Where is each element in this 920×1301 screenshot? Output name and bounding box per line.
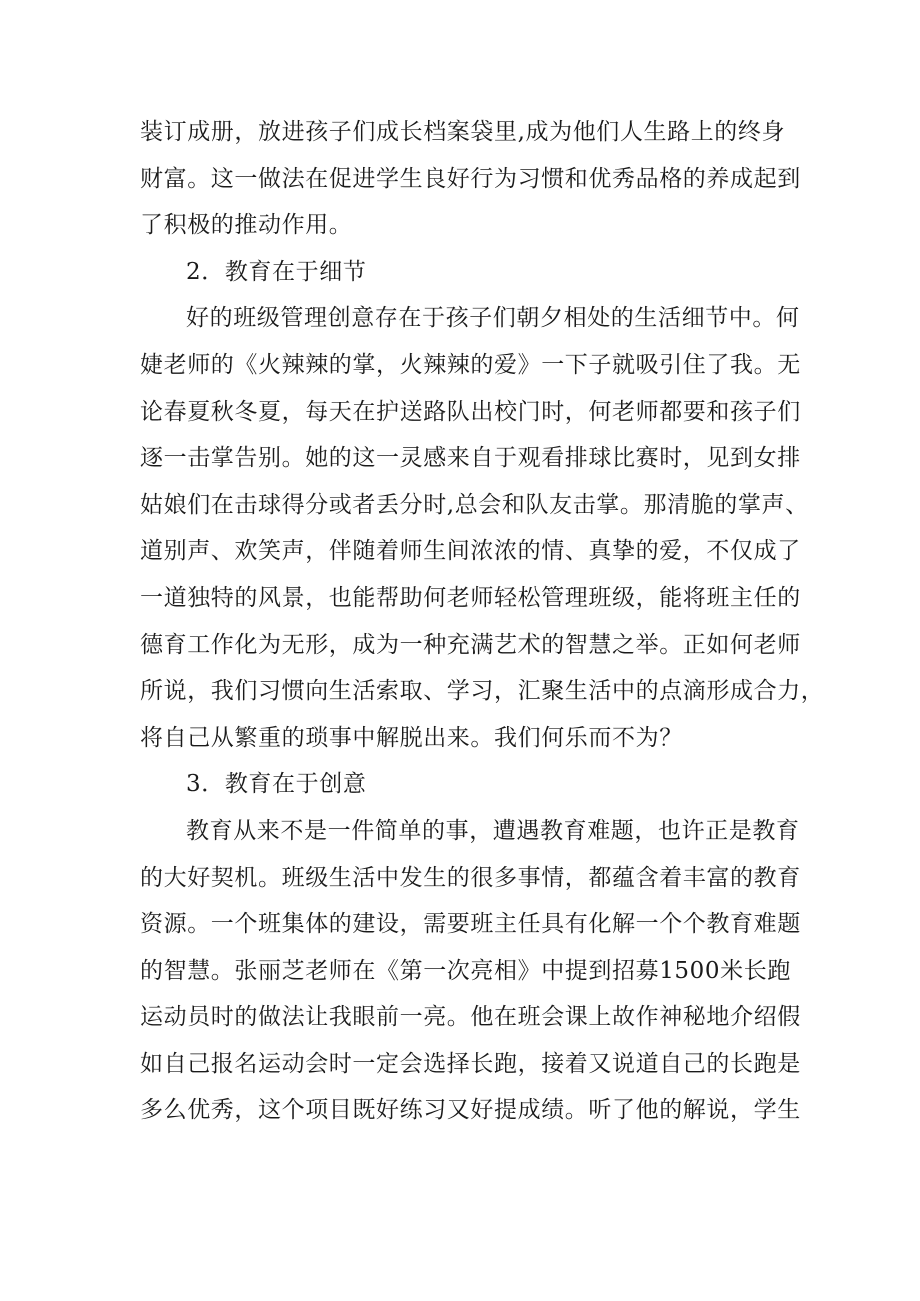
text-line: 装订成册，放进孩子们成长档案袋里,成为他们人生路上的终身 <box>140 119 786 145</box>
paragraph-creativity <box>140 808 801 1134</box>
text-line: 财富。这一做法在促进学生良好行为习惯和优秀品格的养成起到 <box>140 165 801 192</box>
text-line: 逐一击掌告别。她的这一灵感来自于观看排球比赛时，见到女排 <box>140 445 801 472</box>
text-line: 资源。一个班集体的建设，需要班主任具有化解一个个教育难题 <box>140 911 801 938</box>
text-line: 姑娘们在击球得分或者丢分时,总会和队友击掌。那清脆的掌声、 <box>140 491 809 518</box>
paragraph-details <box>140 295 825 761</box>
text-line: 所说，我们习惯向生活索取、学习，汇聚生活中的点滴形成合力， <box>140 678 825 705</box>
text-line: 了积极的推动作用。 <box>140 212 353 239</box>
section-heading-creativity: 3．教育在于创意 <box>186 771 367 798</box>
text-line: 将自己从繁重的琐事中解脱出来。我们何乐而不为？ <box>140 724 683 751</box>
text-line: 教育从来不是一件简单的事，遭遇教育难题，也许正是教育 <box>186 817 800 844</box>
section-heading-details: 2．教育在于细节 <box>186 258 367 285</box>
text-line: 运动员时的做法让我眼前一亮。他在班会课上故作神秘地介绍假 <box>140 1004 801 1031</box>
text-line: 论春夏秋冬夏，每天在护送路队出校门时，何老师都要和孩子们 <box>140 398 801 425</box>
text-line: 婕老师的《火辣辣的掌，火辣辣的爱》一下子就吸引住了我。无 <box>140 351 801 378</box>
text-line: 多么优秀，这个项目既好练习又好提成绩。听了他的解说，学生 <box>140 1097 801 1124</box>
paragraph-continuation <box>140 109 801 249</box>
document-body <box>140 109 825 1134</box>
text-line: 的大好契机。班级生活中发生的很多事情，都蕴含着丰富的教育 <box>140 864 801 891</box>
text-line: 如自己报名运动会时一定会选择长跑，接着又说道自己的长跑是 <box>140 1050 801 1077</box>
text-line: 一道独特的风景，也能帮助何老师轻松管理班级，能将班主任的 <box>140 584 801 611</box>
text-line: 好的班级管理创意存在于孩子们朝夕相处的生活细节中。何 <box>186 305 800 332</box>
text-line: 道别声、欢笑声，伴随着师生间浓浓的情、真挚的爱，不仅成了 <box>140 538 801 565</box>
text-line: 的智慧。张丽芝老师在《第一次亮相》中提到招募1500米长跑 <box>140 957 791 984</box>
text-line: 德育工作化为无形，成为一种充满艺术的智慧之举。正如何老师 <box>140 631 801 658</box>
